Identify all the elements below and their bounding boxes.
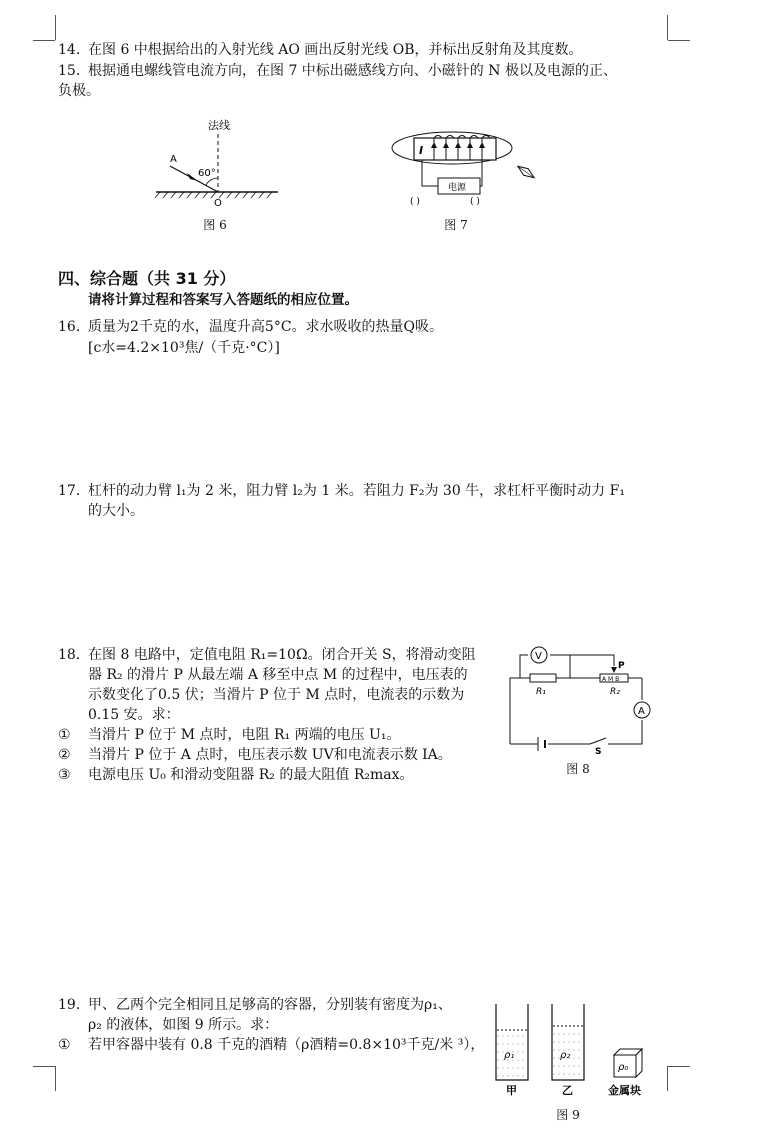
slider-arrow xyxy=(611,667,617,673)
figure-8 xyxy=(500,640,665,760)
q19-sub1-mark: ① xyxy=(58,1037,71,1053)
circuit-wire xyxy=(510,678,530,744)
switch-blade xyxy=(590,738,606,744)
q18-text-line2: 器 R₂ 的滑片 P 从最左端 A 移至中点 M 的过程中，电压表的 xyxy=(88,667,468,683)
crop-mark xyxy=(668,1066,690,1067)
q18-sub2-mark: ② xyxy=(58,747,71,763)
q17-number: 17． xyxy=(58,483,90,499)
angle-label: 60° xyxy=(198,168,216,179)
fig9-caption: 图 9 xyxy=(556,1108,580,1122)
label-jia: 甲 xyxy=(506,1084,517,1097)
rheostat-marks: A M B xyxy=(602,676,620,683)
section-note: 请将计算过程和答案写入答题纸的相应位置。 xyxy=(88,292,358,308)
rho1-label: ρ₁ xyxy=(504,1050,515,1061)
q17-text-line1: 杠杆的动力臂 l₁为 2 米，阻力臂 l₂为 1 米。若阻力 F₂为 30 牛，求杠杆平衡时动力 F₁ xyxy=(88,483,625,499)
r1-label: R₁ xyxy=(536,687,546,697)
q14-text: 在图 6 中根据给出的入射光线 AO 画出反射光线 OB，并标出反射角及其度数。 xyxy=(88,42,583,58)
switch-label: S xyxy=(595,747,602,757)
q15-text-line2: 负极。 xyxy=(58,83,100,99)
normal-label: 法线 xyxy=(208,119,230,132)
fig6-caption: 图 6 xyxy=(203,218,227,232)
q18-sub1-text: 当滑片 P 位于 M 点时，电阻 R₁ 两端的电压 U₁。 xyxy=(88,727,401,743)
circuit-wire xyxy=(608,720,642,744)
figure-9 xyxy=(488,1000,663,1100)
bracket-right: ( ) xyxy=(470,197,480,207)
angle-arc xyxy=(206,178,218,185)
q19-sub1-text: 若甲容器中装有 0.8 千克的酒精（ρ酒精=0.8×10³千克/米 ³）， xyxy=(88,1037,485,1053)
crop-mark xyxy=(668,40,690,41)
q16-number: 16． xyxy=(58,319,90,335)
q18-sub3-text: 电源电压 U₀ 和滑动变阻器 R₂ 的最大阻值 R₂max。 xyxy=(88,767,414,783)
source-label: 电源 xyxy=(448,183,467,193)
compass-needle xyxy=(516,163,537,181)
q19-text-line2: ρ₂ 的液体，如图 9 所示。求： xyxy=(88,1017,279,1033)
slider-wire xyxy=(570,655,614,666)
voltmeter-wire xyxy=(520,655,528,678)
rho0-label: ρ₀ xyxy=(618,1062,629,1073)
figure-6 xyxy=(140,112,290,220)
slider-label: P xyxy=(618,661,625,671)
q16-text: 质量为2千克的水，温度升高5°C。求水吸收的热量Q吸。 xyxy=(88,319,444,335)
q18-sub1-mark: ① xyxy=(58,727,71,743)
container-jia xyxy=(496,1004,528,1080)
q15-text-line1: 根据通电螺线管电流方向，在图 7 中标出磁感线方向、小磁针的 N 极以及电源的正、 xyxy=(88,63,617,79)
section-title: 四、综合题（共 31 分） xyxy=(58,269,236,288)
q15-number: 15． xyxy=(58,63,90,79)
q19-text-line1: 甲、乙两个完全相同且足够高的容器，分别装有密度为ρ₁、 xyxy=(88,997,452,1013)
point-label: O xyxy=(214,198,222,209)
fig7-caption: 图 7 xyxy=(444,218,468,232)
crop-mark xyxy=(33,1066,55,1067)
crop-mark xyxy=(33,40,55,41)
crop-mark xyxy=(667,1066,668,1091)
q18-text-line3: 示数变化了0.5 伏；当滑片 P 位于 M 点时，电流表的示数为 xyxy=(88,687,465,703)
crop-mark xyxy=(55,15,56,40)
q18-text-line1: 在图 8 电路中，定值电阻 R₁=10Ω。闭合开关 S，将滑动变阻 xyxy=(88,647,476,663)
fig8-caption: 图 8 xyxy=(566,762,590,776)
q18-sub2-text: 当滑片 P 位于 A 点时，电压表示数 UV和电流表示数 IA。 xyxy=(88,747,452,763)
q17-text-line2: 的大小。 xyxy=(88,503,144,519)
resistor-r1 xyxy=(530,674,556,682)
solenoid-core xyxy=(414,138,496,160)
q18-text-line4: 0.15 安。求： xyxy=(88,707,180,723)
label-block: 金属块 xyxy=(608,1084,641,1097)
q14-number: 14． xyxy=(58,42,90,58)
q19-number: 19． xyxy=(58,997,90,1013)
current-label: I xyxy=(419,144,424,157)
rho2-label: ρ₂ xyxy=(560,1050,571,1061)
crop-mark xyxy=(667,15,668,40)
r2-label: R₂ xyxy=(610,687,620,697)
figure-7 xyxy=(388,122,548,218)
label-yi: 乙 xyxy=(562,1084,573,1097)
q18-sub3-mark: ③ xyxy=(58,767,71,783)
voltmeter-label: V xyxy=(535,651,542,662)
ray-label: A xyxy=(170,154,177,165)
ammeter-label: A xyxy=(638,706,645,717)
bracket-left: ( ) xyxy=(410,197,420,207)
q18-number: 18． xyxy=(58,647,90,663)
crop-mark xyxy=(55,1066,56,1091)
q16-constant: [c水=4.2×10³焦/（千克·°C）] xyxy=(88,340,280,356)
